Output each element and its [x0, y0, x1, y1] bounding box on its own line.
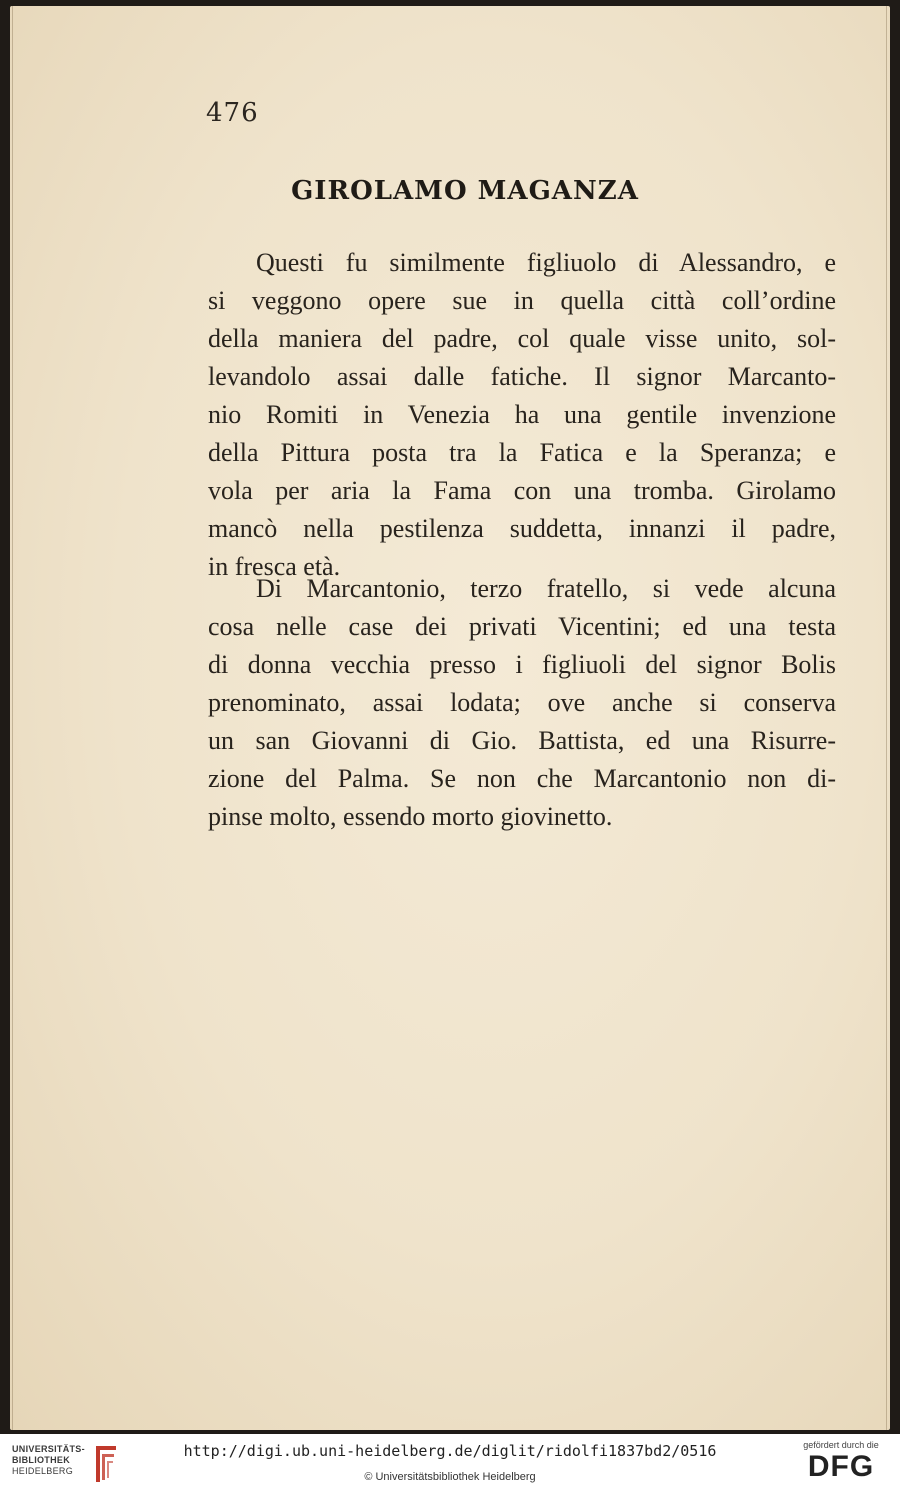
- text-line: prenominato, assai lodata; ove anche si conserva: [208, 688, 836, 717]
- chapter-title: GIROLAMO MAGANZA: [291, 176, 639, 206]
- text-line: della maniera del padre, col quale visse unito, sol-: [208, 324, 836, 353]
- text-line: cosa nelle case dei privati Vicentini; ed una testa: [208, 612, 836, 641]
- show-through-texture: [210, 866, 850, 1166]
- text-line: in fresca età.: [208, 552, 341, 581]
- page-edge-right: [886, 6, 887, 1430]
- book-page: [10, 6, 890, 1430]
- text-line: di donna vecchia presso i figliuoli del signor Bolis: [208, 650, 836, 679]
- text-line: levandolo assai dalle fatiche. Il signor Marcanto-: [208, 362, 836, 391]
- library-name-line: UNIVERSITÄTS-: [12, 1444, 85, 1454]
- library-name-line: HEIDELBERG: [12, 1466, 74, 1476]
- funding-label: gefördert durch die: [803, 1440, 879, 1450]
- funder-name: DFG: [807, 1450, 875, 1483]
- dfg-logo[interactable]: [796, 1440, 886, 1484]
- page-edge-left: [12, 6, 13, 1430]
- text-line: un san Giovanni di Gio. Battista, ed una Risurre-: [208, 726, 836, 755]
- text-line: Questi fu similmente figliuolo di Alessandro, e: [256, 248, 836, 277]
- viewer-footer: [0, 1434, 900, 1496]
- paragraph-1: [208, 244, 836, 586]
- page-number: 476: [206, 98, 259, 128]
- text-line: vola per aria la Fama con una tromba. Girolamo: [208, 476, 836, 505]
- permalink-url[interactable]: http://digi.ub.uni-heidelberg.de/diglit/ridolfi1837bd2/0516: [183, 1442, 717, 1460]
- paragraph-2: [208, 570, 836, 836]
- text-line: pinse molto, essendo morto giovinetto.: [208, 802, 613, 831]
- text-line: nio Romiti in Venezia ha una gentile invenzione: [208, 400, 836, 429]
- copyright-notice: © Universitätsbibliothek Heidelberg: [364, 1471, 536, 1483]
- text-line: si veggono opere sue in quella città coll’ordine: [208, 286, 836, 315]
- text-line: Di Marcantonio, terzo fratello, si vede alcuna: [256, 574, 836, 603]
- text-line: della Pittura posta tra la Fatica e la Speranza; e: [208, 438, 836, 467]
- text-line: zione del Palma. Se non che Marcantonio non di-: [208, 764, 836, 793]
- text-line: mancò nella pestilenza suddetta, innanzi il padre,: [208, 514, 836, 543]
- library-name-line: BIBLIOTHEK: [12, 1455, 70, 1465]
